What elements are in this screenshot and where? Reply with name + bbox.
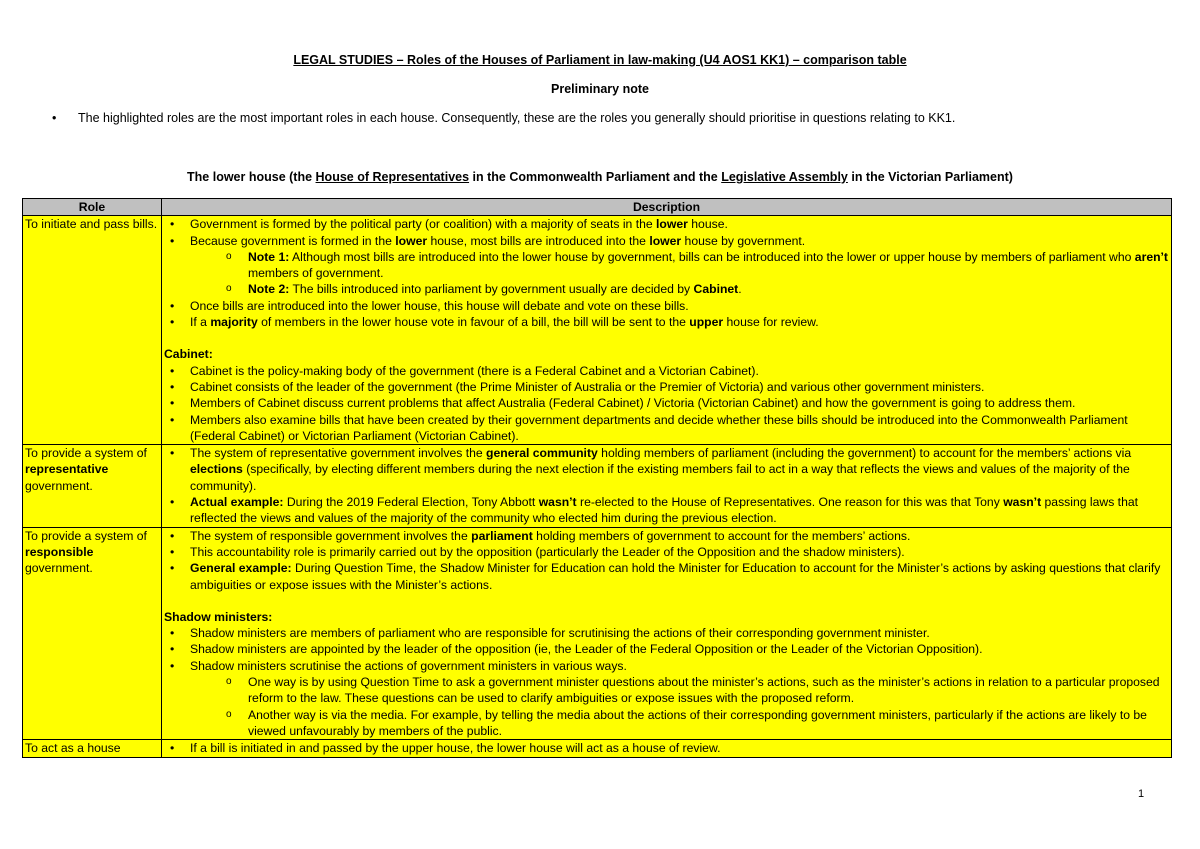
list-item: • Cabinet consists of the leader of the government (the Prime Minister of Australia or the Premier of Victoria) and various other government ministers. — [164, 379, 1169, 395]
list-item: • Members also examine bills that have been created by their government departments and decide whether these bills should be introduced into the Commonwealth Parliament (Federal Cabinet) or Victorian Parliament (Victorian Cabinet). — [164, 412, 1169, 445]
preliminary-note-heading: Preliminary note — [551, 82, 649, 96]
list-item: • Members of Cabinet discuss current problems that affect Australia (Federal Cabinet) / Victoria (Victorian Cabinet) and how the government is going to address them. — [164, 395, 1169, 411]
list-item: • The system of responsible government involves the parliament holding members of government to account for the members’ actions. — [164, 528, 1169, 544]
list-item: • The system of representative government involves the general community holding members of parliament (including the government) to account for the members’ actions via elections (specifically, by electing different members during the next election if the existing members fail to act in a way that reflects the views and values of the majority of the community). — [164, 445, 1169, 494]
role-cell: To initiate and pass bills. — [23, 216, 162, 445]
list-item: • General example: During Question Time, the Shadow Minister for Education can hold the Minister for Education to account for the Minister’s actions by asking questions that clarify ambiguities or expose issues with the Minister’s actions. — [164, 560, 1169, 593]
list-item: • Shadow ministers scrutinise the actions of government ministers in various ways. o One way is by using Question Time to ask a government minister questions about the minister’s actions, such as the minister’s actions in relation to a particular proposed reform to the law. These questions can be used to clarify ambiguities or expose issues with the proposed reform. o Another way is via the media. For example, by telling the media about the actions of their corresponding government ministers, particularly if the actions are likely to be viewed unfavourably by members of the public. — [164, 658, 1169, 739]
description-cell — [162, 527, 1172, 740]
sub-list-item: o Another way is via the media. For example, by telling the media about the actions of their corresponding government ministers, particularly if the actions are likely to be viewed unfavourably by members of the public. — [190, 707, 1169, 740]
description-cell — [162, 216, 1172, 445]
sub-list-item: o One way is by using Question Time to ask a government minister questions about the minister’s actions, such as the minister’s actions in relation to a particular proposed reform to the law. These questions can be used to clarify ambiguities or expose issues with the proposed reform. — [190, 674, 1169, 707]
comparison-table — [22, 198, 1172, 758]
sub-list-item: o Note 2: The bills introduced into parliament by government usually are decided by Cabinet. — [190, 281, 1169, 297]
description-cell — [162, 740, 1172, 757]
list-item: • Because government is formed in the lower house, most bills are introduced into the lower house by government. o Note 1: Although most bills are introduced into the lower house by government, bills can be introduced into the lower or upper house by members of parliament who aren’t members of government. o Note 2: The bills introduced into parliament by government usually are decided by Cabinet. — [164, 233, 1169, 298]
bullet-icon: • — [52, 111, 57, 125]
role-cell: To act as a house — [23, 740, 162, 757]
table-header-row — [23, 199, 1172, 216]
list-item: • Once bills are introduced into the lower house, this house will debate and vote on these bills. — [164, 298, 1169, 314]
cabinet-subheading: Cabinet: — [164, 347, 213, 362]
list-item: • If a bill is initiated in and passed by the upper house, the lower house will act as a house of review. — [164, 740, 1169, 756]
column-header-role: Role — [23, 199, 162, 216]
role-cell: To provide a system of responsible government. — [23, 527, 162, 740]
document-title: LEGAL STUDIES – Roles of the Houses of Parliament in law-making (U4 AOS1 KK1) – comparison table — [293, 53, 907, 67]
list-item: • Shadow ministers are appointed by the leader of the opposition (ie, the Leader of the Federal Opposition or the Leader of the Victorian Opposition). — [164, 641, 1169, 657]
sub-list-item: o Note 1: Although most bills are introduced into the lower house by government, bills can be introduced into the lower or upper house by members of parliament who aren’t members of government. — [190, 249, 1169, 282]
page-number: 1 — [1138, 788, 1145, 800]
column-header-description: Description — [162, 199, 1172, 216]
list-item: • Actual example: During the 2019 Federal Election, Tony Abbott wasn’t re-elected to the House of Representatives. One reason for this was that Tony wasn’t passing laws that reflected the views and values of the majority of the community who elected him during the previous election. — [164, 494, 1169, 527]
list-item: • This accountability role is primarily carried out by the opposition (particularly the Leader of the Opposition and the shadow ministers). — [164, 544, 1169, 560]
list-item: • Government is formed by the political party (or coalition) with a majority of seats in the lower house. — [164, 216, 1169, 232]
table-row — [23, 216, 1172, 445]
role-cell: To provide a system of representative government. — [23, 445, 162, 527]
list-item: • Shadow ministers are members of parliament who are responsible for scrutinising the actions of their corresponding government minister. — [164, 625, 1169, 641]
table-row — [23, 445, 1172, 527]
table-row — [23, 527, 1172, 740]
description-cell — [162, 445, 1172, 527]
table-row — [23, 740, 1172, 757]
section-heading-lower-house: The lower house (the House of Representatives in the Commonwealth Parliament and the Legislative Assembly in the Victorian Parliament) — [187, 170, 1013, 184]
list-item: • Cabinet is the policy-making body of the government (there is a Federal Cabinet and a Victorian Cabinet). — [164, 363, 1169, 379]
list-item: • If a majority of members in the lower house vote in favour of a bill, the bill will be sent to the upper house for review. — [164, 314, 1169, 330]
preliminary-note-text: The highlighted roles are the most important roles in each house. Consequently, these are the roles you generally should prioritise in questions relating to KK1. — [78, 111, 956, 125]
shadow-ministers-subheading: Shadow ministers: — [164, 609, 273, 624]
